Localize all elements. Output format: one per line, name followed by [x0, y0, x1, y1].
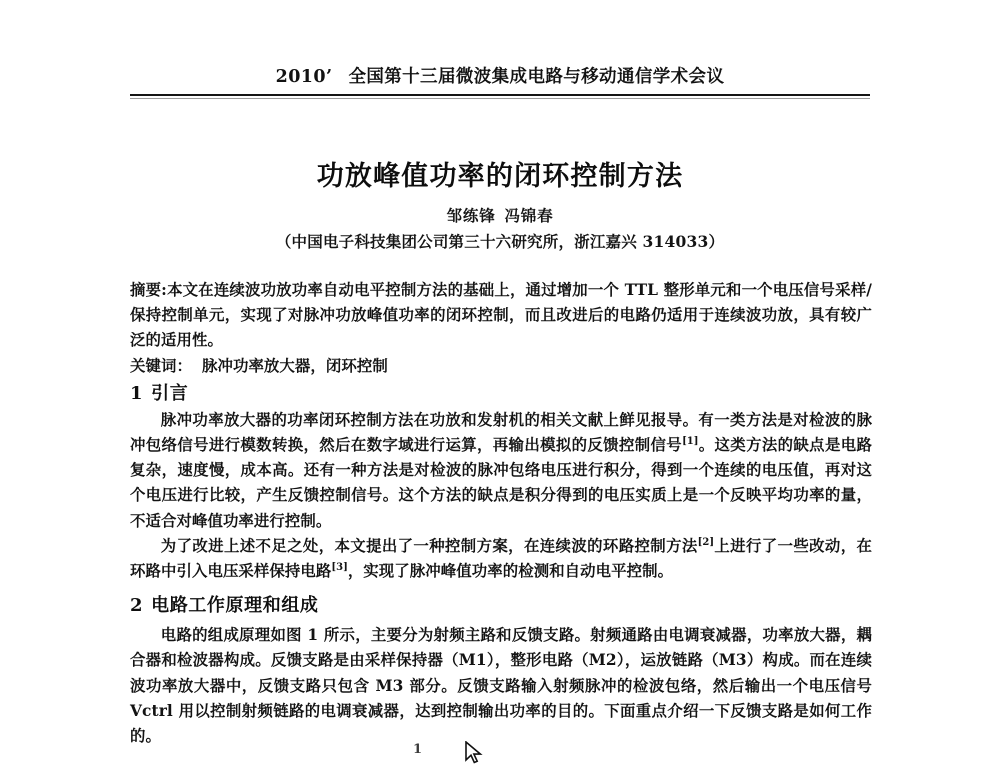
abstract-text: 本文在连续波功放功率自动电平控制方法的基础上，通过增加一个 TTL 整形单元和一个电压信号采样/保持控制单元，实现了对脉冲功放峰值功率的闭环控制，而且改进后的电路仍适用于连续波功放，具有较广泛的适用性。 — [130, 281, 872, 350]
header-rule-thin — [130, 98, 870, 99]
paragraph-text-run: 为了改进上述不足之处，本文提出了一种控制方案，在连续波的环路控制方法 — [160, 536, 698, 555]
section-heading-2 — [130, 593, 872, 619]
header-year: 2010’ — [275, 67, 333, 87]
author-list — [130, 206, 870, 226]
section-2-title: 电路工作原理和组成 — [151, 595, 319, 617]
page-number: 1 — [413, 742, 423, 757]
citation-reference: [3] — [331, 561, 348, 573]
section-1-number: 1 — [130, 382, 144, 404]
paragraph-1-1 — [130, 408, 872, 534]
citation-reference: [1] — [682, 435, 699, 447]
header-rule-thick — [130, 94, 870, 96]
keywords-label: 关键词： — [130, 356, 192, 375]
paragraph-text-run: 。这类方法的缺点是电路复杂，速度慢，成本高。还有一种方法是对检波的脉冲包络电压进行积分，得到一个连续的电压值，再对这个电压进行比较，产生反馈控制信号。这个方法的缺点是积分得到的电压实质上是一个反映平均功率的量，不适合对峰值功率进行控制。 — [130, 436, 872, 530]
mouse-cursor-icon — [464, 741, 486, 765]
author-affiliation: （中国电子科技集团公司第三十六研究所，浙江嘉兴 314033） — [275, 232, 725, 251]
abstract-paragraph — [130, 278, 872, 354]
paragraph-2-1 — [130, 623, 872, 749]
abstract-label: 摘要: — [130, 281, 167, 299]
keywords-paragraph — [130, 354, 872, 379]
paragraph-text-run: 上进行了一些改动，在环路中引入电压采样保持电路 — [130, 536, 872, 581]
header-text — [130, 66, 870, 88]
paragraph-text-run: 电路的组成原理如图 1 所示，主要分为射频主路和反馈支路。射频通路由电调衰减器，功率放大器，耦合器和检波器构成。反馈支路是由采样保持器（M1），整形电路（M2），运放链路（M3）构成。而在连续波功率放大器中，反馈支路只包含 M3 部分。反馈支路输入射频脉冲的检波包络，然后输出一个电压信号 Vctrl 用以控制射频链路的电调衰减器，达到控制输出功率的目的。下面重点介绍一下反馈支路是如何工作的。 — [130, 626, 872, 746]
section-1-title: 引言 — [151, 382, 189, 404]
paragraph-text-run: 脉冲功率放大器的功率闭环控制方法在功放和发射机的相关文献上鲜见报导。有一类方法是对检波的脉冲包络信号进行模数转换，然后在数字域进行运算，再输出模拟的反馈控制信号 — [130, 410, 872, 455]
running-header — [130, 66, 870, 99]
author-2: 冯锦春 — [504, 206, 554, 225]
section-2-number: 2 — [130, 595, 144, 617]
header-conference-name: 全国第十三届微波集成电路与移动通信学术会议 — [348, 67, 725, 87]
keywords-text: 脉冲功率放大器，闭环控制 — [201, 356, 388, 375]
author-1: 邹练锋 — [446, 206, 496, 225]
document-body — [130, 278, 872, 749]
paragraph-text-run: ，实现了脉冲峰值功率的检测和自动电平控制。 — [347, 562, 674, 581]
page-title: 功放峰值功率的闭环控制方法 — [316, 161, 684, 192]
paragraph-1-2 — [130, 534, 872, 584]
title-block — [130, 160, 870, 252]
citation-reference: [2] — [697, 536, 715, 548]
section-heading-1 — [130, 381, 872, 407]
